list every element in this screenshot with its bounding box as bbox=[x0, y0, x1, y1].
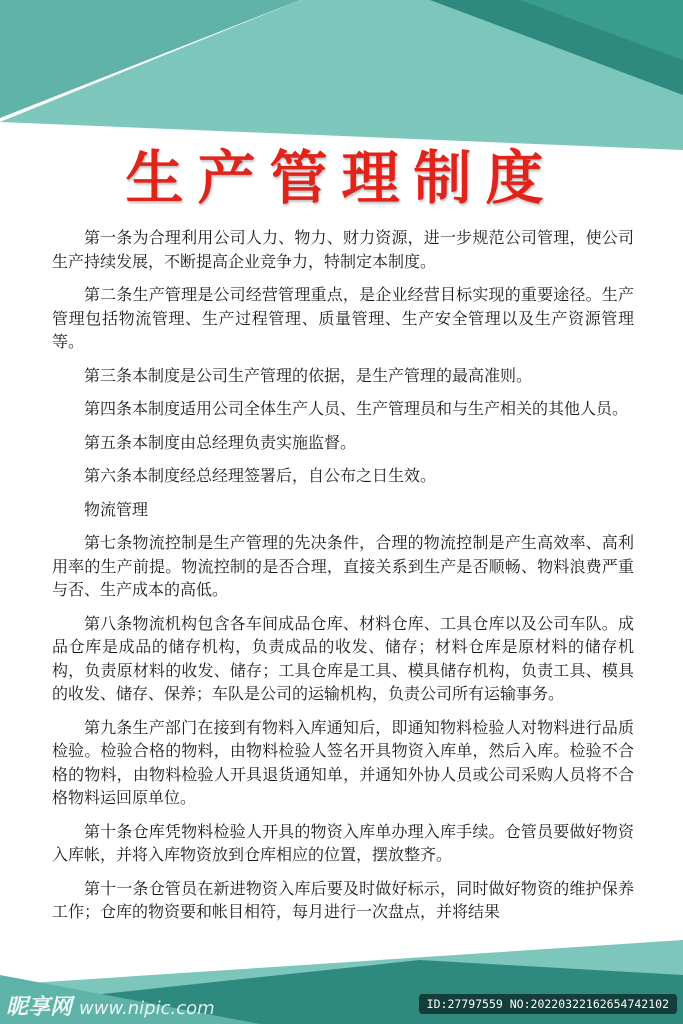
article-6: 第六条本制度经总经理签署后，自公布之日生效。 bbox=[84, 466, 437, 485]
section-heading-logistics: 物流管理 bbox=[84, 499, 149, 519]
article-5: 第五条本制度由总经理负责实施监督。 bbox=[84, 432, 357, 452]
watermark-logo bbox=[6, 990, 215, 1021]
article-9: 第九条生产部门在接到有物料入库通知后，即通知物料检验人对物料进行品质检验。检验合格的物料，由物料检验人签名开具物资入库单，然后入库。检验不合格的物料，由物料检验人开具退货通知单，并通知外协人员或公司采购人员将不合格物料运回原单位。 bbox=[52, 717, 634, 807]
watermark-logo-text: 昵享网 bbox=[6, 995, 73, 1020]
article-11: 第十一条仓管员在新进物资入库后要及时做好标示，同时做好物资的维护保养工作；仓库的物资要和帐目相符，每月进行一次盘点，并将结果 bbox=[52, 878, 634, 921]
article-10: 第十条仓库凭物料检验人开具的物资入库单办理入库手续。仓管员要做好物资入库帐，并将入库物资放到仓库相应的位置，摆放整齐。 bbox=[52, 821, 634, 864]
article-1: 第一条为合理利用公司人力、物力、财力资源，进一步规范公司管理，使公司生产持续发展，不断提高企业竞争力，特制定本制度。 bbox=[52, 228, 634, 271]
article-4: 第四条本制度适用公司全体生产人员、生产管理员和与生产相关的其他人员。 bbox=[84, 399, 629, 418]
article-8: 第八条物流机构包含各车间成品仓库、材料仓库、工具仓库以及公司车队。成品仓库是成品的储存机构，负责成品的收发、储存；材料仓库是原材料的储存机构，负责原材料的收发、储存；工具仓库是工具、模具储存机构，负责工具、模具的收发、储存、保养；车队是公司的运输机构，负责公司所有运输事务。 bbox=[52, 613, 634, 703]
article-3: 第三条本制度是公司生产管理的依据，是生产管理的最高准则。 bbox=[84, 365, 533, 385]
watermark-id: ID:27797559 NO:20220322162654742102 bbox=[419, 994, 677, 1014]
watermark-url: www.nipic.com bbox=[79, 998, 215, 1019]
article-2: 第二条生产管理是公司经营管理重点，是企业经营目标实现的重要途径。生产管理包括物流管理、生产过程管理、质量管理、生产安全管理以及生产资源管理等。 bbox=[52, 285, 634, 351]
article-7: 第七条物流控制是生产管理的先决条件，合理的物流控制是产生高效率、高利用率的生产前提。物流控制的是否合理，直接关系到生产是否顺畅、物料浪费严重与否、生产成本的高低。 bbox=[52, 533, 634, 599]
document-body bbox=[52, 226, 634, 934]
page-title: 生产管理制度 bbox=[125, 144, 558, 212]
